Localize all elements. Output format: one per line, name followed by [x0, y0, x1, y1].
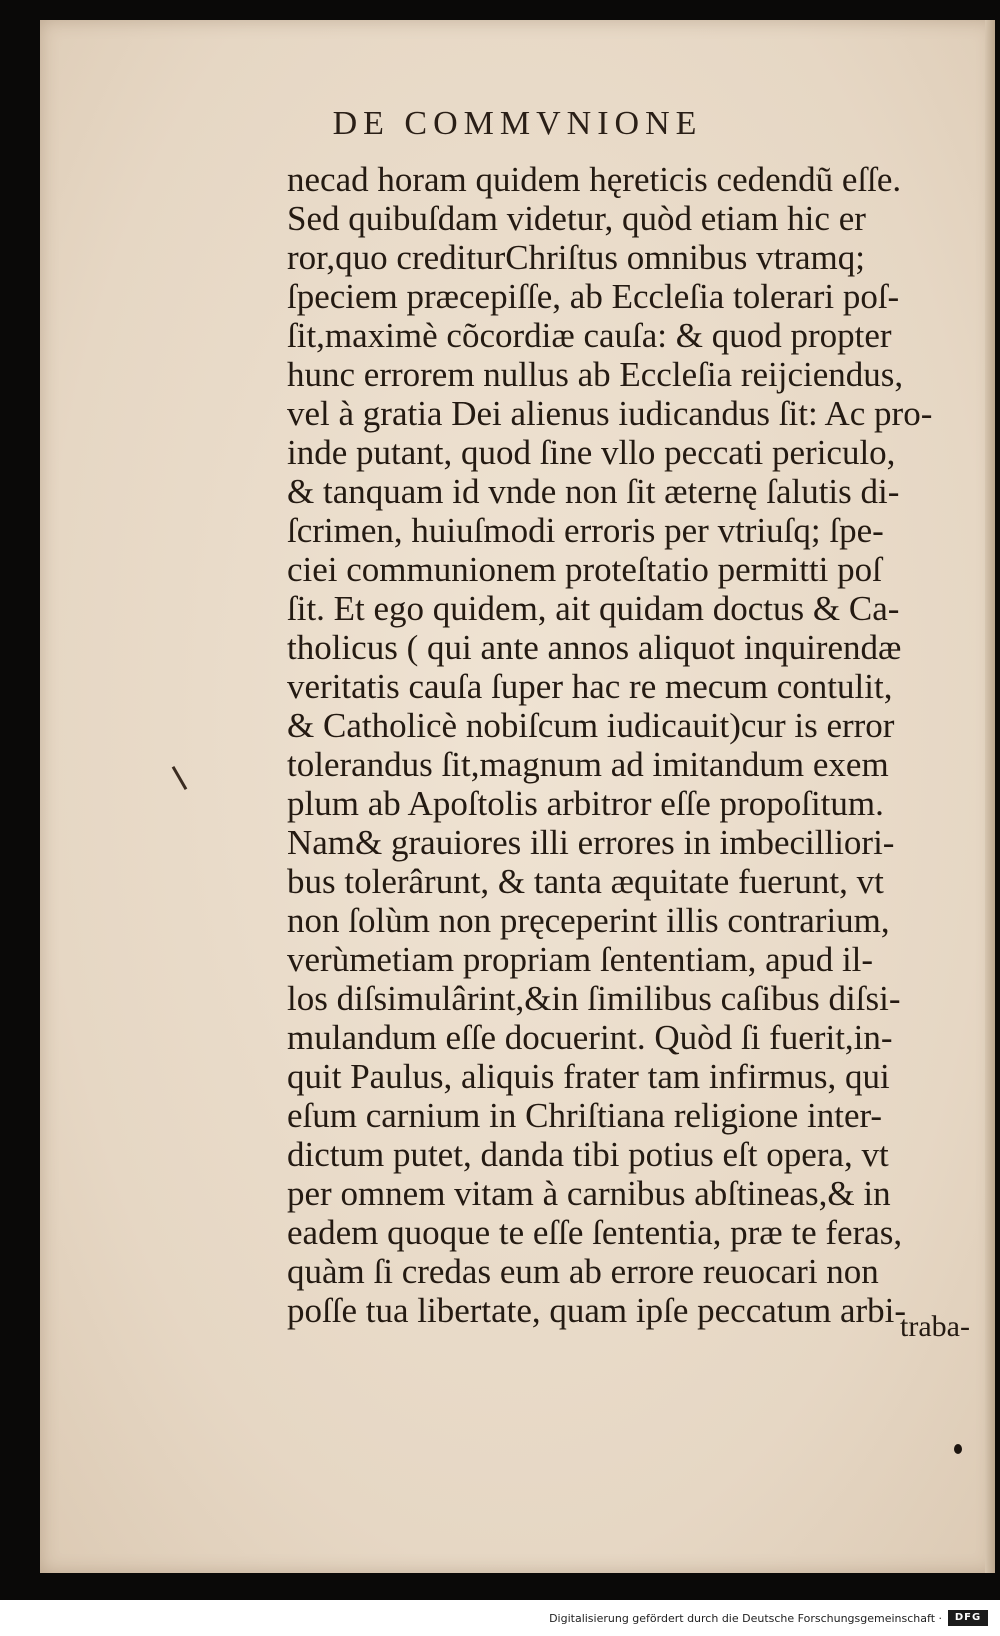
text-line: dictum putet, danda tibi potius eſt opera, vt [287, 1135, 889, 1174]
page-edge [985, 20, 995, 1573]
footer-bar [0, 1600, 1000, 1636]
text-line: ſpeciem præcepiſſe, ab Eccleſia tolerari poſ- [287, 277, 900, 316]
running-head: DE COMMVNIONE [332, 105, 703, 142]
text-line: bus tolerârunt, & tanta æquitate fuerunt, vt [287, 862, 884, 901]
text-line: veritatis cauſa ſuper hac re mecum contulit, [287, 667, 893, 706]
catchword: traba- [900, 1310, 970, 1343]
text-line: ciei communionem proteſtatio permitti poſ [287, 550, 882, 589]
text-line: ror,quo crediturChriſtus omnibus vtramq; [287, 238, 865, 277]
text-line: mulandum eſſe docuerint. Quòd ſi fuerit,in- [287, 1018, 893, 1057]
text-line: tholicus ( qui ante annos aliquot inquirendæ [287, 628, 902, 667]
text-line: Nam& grauiores illi errores in imbecilliori- [287, 823, 895, 862]
text-line: necad horam quidem hęreticis cedendũ eſſe. [287, 160, 902, 199]
book-page [40, 20, 995, 1573]
text-line: eſum carnium in Chriſtiana religione inter- [287, 1096, 883, 1135]
text-line: ſit,maximè cõcordiæ cauſa: & quod propter [287, 316, 892, 355]
text-line: los diſsimulârint,&in ſimilibus caſibus diſsi- [287, 979, 901, 1018]
text-line: vel à gratia Dei alienus iudicandus ſit: Ac pro- [287, 394, 933, 433]
text-line: per omnem vitam à carnibus abſtineas,& in [287, 1174, 891, 1213]
text-line: Sed quibuſdam videtur, quòd etiam hic er [287, 199, 866, 238]
text-line: quit Paulus, aliquis frater tam infirmus, qui [287, 1057, 890, 1096]
text-line: ſit. Et ego quidem, ait quidam doctus & Ca- [287, 589, 900, 628]
text-line: poſſe tua libertate, quam ipſe peccatum arbi- [287, 1291, 907, 1330]
text-line: plum ab Apoſtolis arbitror eſſe propoſitum. [287, 784, 884, 823]
text-line: inde putant, quod ſine vllo peccati periculo, [287, 433, 896, 472]
text-line: verùmetiam propriam ſententiam, apud il- [287, 940, 874, 979]
text-line: non ſolùm non pręceperint illis contrarium, [287, 901, 890, 940]
text-line: tolerandus ſit,magnum ad imitandum exem [287, 745, 889, 784]
body-text [287, 160, 977, 1330]
text-line: quàm ſi credas eum ab errore reuocari non [287, 1252, 879, 1291]
text-line: eadem quoque te eſſe ſententia, præ te feras, [287, 1213, 903, 1252]
dfg-logo: DFG [948, 1610, 988, 1626]
text-line: & Catholicè nobiſcum iudicauit)cur is error [287, 706, 895, 745]
funding-attribution: Digitalisierung gefördert durch die Deutsche Forschungsgemeinschaft · [549, 1612, 942, 1625]
ink-mark [954, 1444, 962, 1454]
text-line: ſcrimen, huiuſmodi erroris per vtriuſq; ſpe- [287, 511, 884, 550]
text-line: & tanquam id vnde non ſit æternę ſalutis di- [287, 472, 900, 511]
text-line: hunc errorem nullus ab Eccleſia reijciendus, [287, 355, 904, 394]
